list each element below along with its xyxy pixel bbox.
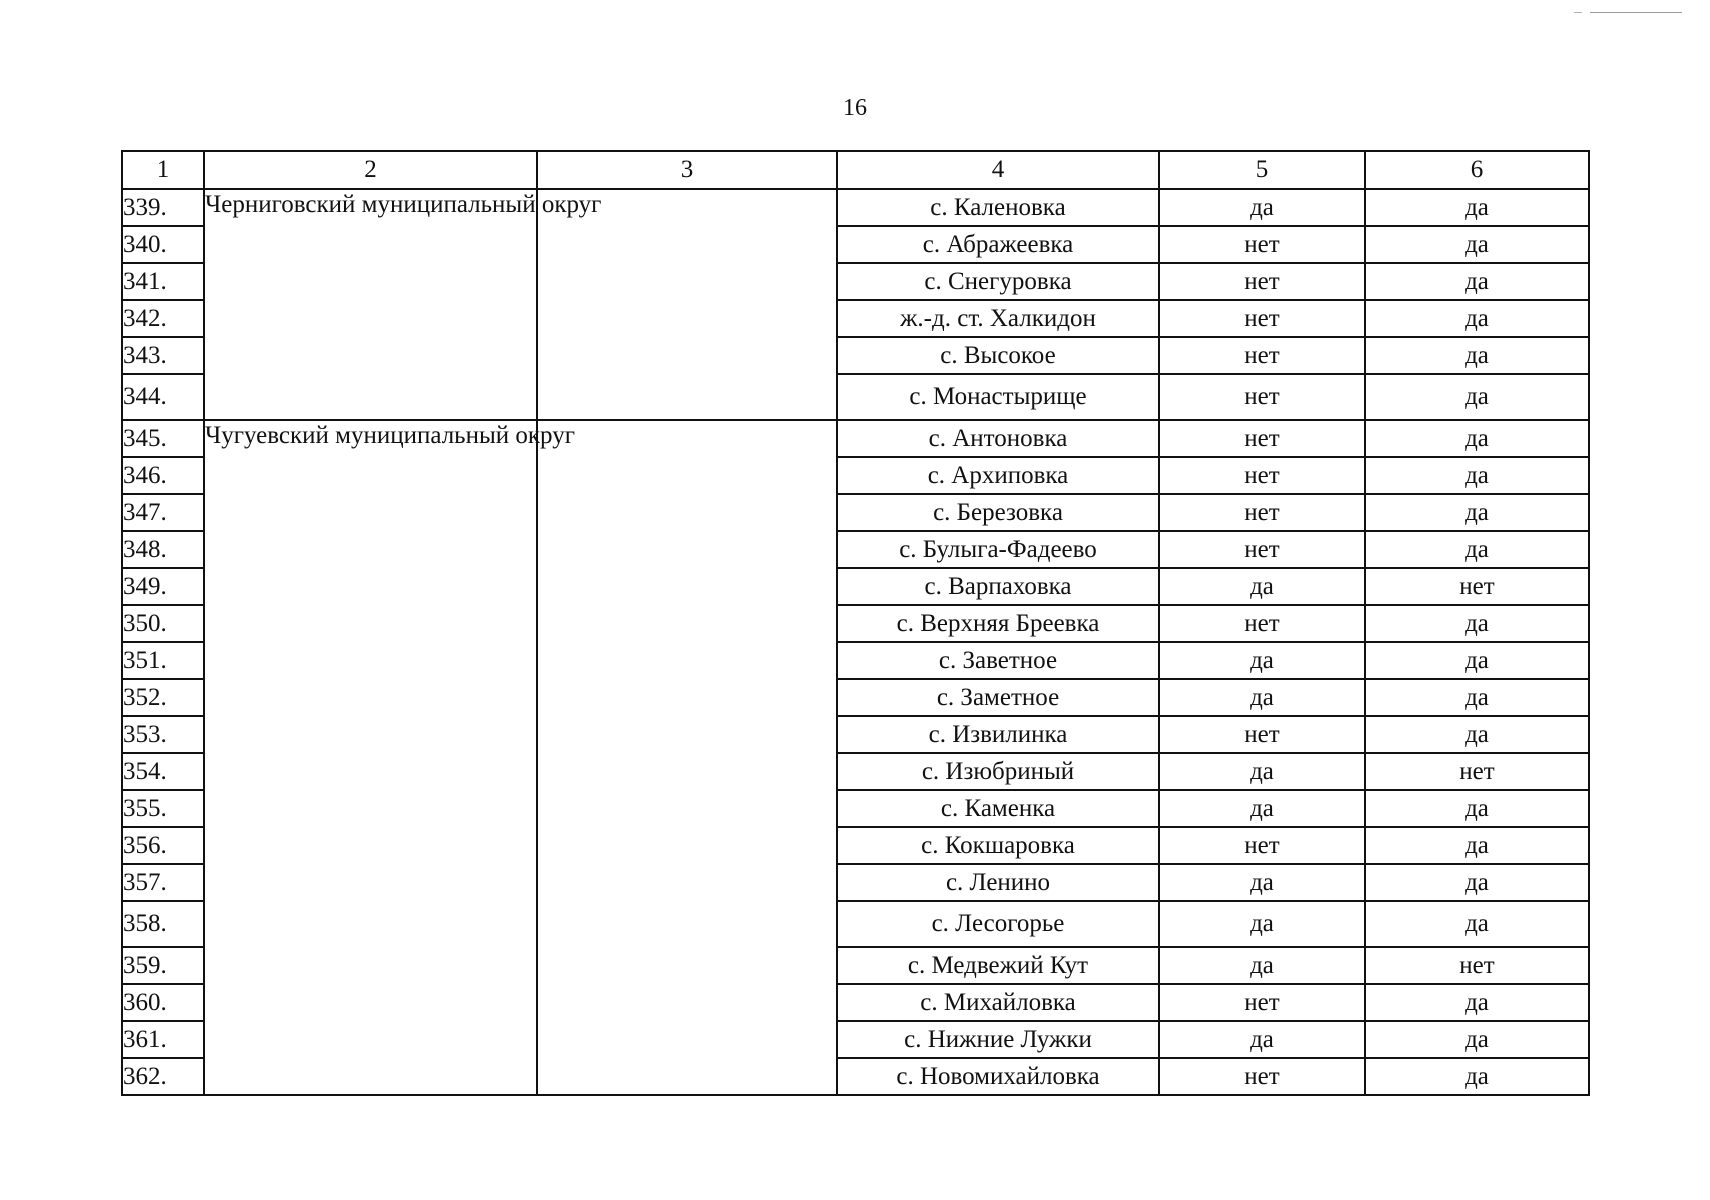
settlement-name: с. Заметное (837, 679, 1159, 716)
column-5-value: да (1159, 642, 1365, 679)
row-number: 361. (122, 1021, 204, 1058)
row-number: 349. (122, 568, 204, 605)
settlements-table (121, 150, 1590, 1096)
column-5-value: нет (1159, 605, 1365, 642)
row-number: 340. (122, 226, 204, 263)
column-6-value: да (1365, 189, 1589, 226)
settlement-name: с. Ленино (837, 864, 1159, 901)
column-5-value: да (1159, 1021, 1365, 1058)
column-6-value: да (1365, 984, 1589, 1021)
column-5-value: нет (1159, 1058, 1365, 1095)
settlement-name: с. Снегуровка (837, 263, 1159, 300)
row-number: 351. (122, 642, 204, 679)
column-6-value: да (1365, 337, 1589, 374)
column-5-value: нет (1159, 226, 1365, 263)
column-3-empty-cell (537, 189, 837, 420)
column-5-value: нет (1159, 263, 1365, 300)
column-6-value: нет (1365, 753, 1589, 790)
column-5-value: нет (1159, 716, 1365, 753)
settlement-name: ж.-д. ст. Халкидон (837, 300, 1159, 337)
header-row (122, 151, 1589, 189)
column-5-value: нет (1159, 337, 1365, 374)
settlement-name: с. Михайловка (837, 984, 1159, 1021)
row-number: 359. (122, 947, 204, 984)
column-5-value: да (1159, 947, 1365, 984)
column-6-value: да (1365, 790, 1589, 827)
column-6-value: нет (1365, 947, 1589, 984)
row-number: 341. (122, 263, 204, 300)
column-6-value: да (1365, 864, 1589, 901)
row-number: 362. (122, 1058, 204, 1095)
row-number: 348. (122, 531, 204, 568)
settlement-name: с. Медвежий Кут (837, 947, 1159, 984)
row-number: 343. (122, 337, 204, 374)
settlement-name: с. Булыга-Фадеево (837, 531, 1159, 568)
row-number: 352. (122, 679, 204, 716)
row-number: 354. (122, 753, 204, 790)
column-5-value: да (1159, 753, 1365, 790)
settlement-name: с. Заветное (837, 642, 1159, 679)
column-3-empty-cell (537, 420, 837, 1095)
row-number: 346. (122, 457, 204, 494)
settlement-name: с. Высокое (837, 337, 1159, 374)
row-number: 358. (122, 901, 204, 947)
column-6-value: да (1365, 420, 1589, 457)
row-number: 360. (122, 984, 204, 1021)
column-5-value: да (1159, 864, 1365, 901)
column-5-value: нет (1159, 827, 1365, 864)
settlement-name: с. Монастырище (837, 374, 1159, 420)
column-header: 2 (204, 151, 537, 189)
scan-artifact-mark (1574, 12, 1582, 13)
settlement-name: с. Варпаховка (837, 568, 1159, 605)
scan-artifact-line (1590, 12, 1682, 13)
column-6-value: да (1365, 605, 1589, 642)
settlement-name: с. Извилинка (837, 716, 1159, 753)
settlement-name: с. Архиповка (837, 457, 1159, 494)
row-number: 355. (122, 790, 204, 827)
row-number: 342. (122, 300, 204, 337)
row-number: 356. (122, 827, 204, 864)
column-5-value: да (1159, 679, 1365, 716)
settlement-name: с. Березовка (837, 494, 1159, 531)
column-5-value: нет (1159, 300, 1365, 337)
page-number: 16 (843, 95, 867, 121)
table-row (122, 420, 1589, 457)
settlement-name: с. Изюбриный (837, 753, 1159, 790)
table-row (122, 189, 1589, 226)
column-6-value: да (1365, 374, 1589, 420)
row-number: 353. (122, 716, 204, 753)
column-6-value: да (1365, 716, 1589, 753)
column-5-value: нет (1159, 374, 1365, 420)
column-6-value: да (1365, 1021, 1589, 1058)
column-5-value: нет (1159, 531, 1365, 568)
column-header: 5 (1159, 151, 1365, 189)
column-5-value: да (1159, 901, 1365, 947)
row-number: 357. (122, 864, 204, 901)
row-number: 347. (122, 494, 204, 531)
settlement-name: с. Верхняя Бреевка (837, 605, 1159, 642)
settlement-name: с. Каменка (837, 790, 1159, 827)
settlement-name: с. Антоновка (837, 420, 1159, 457)
column-5-value: да (1159, 568, 1365, 605)
settlement-name: с. Абражеевка (837, 226, 1159, 263)
column-header: 3 (537, 151, 837, 189)
column-6-value: да (1365, 226, 1589, 263)
column-6-value: да (1365, 901, 1589, 947)
column-5-value: нет (1159, 984, 1365, 1021)
column-6-value: нет (1365, 568, 1589, 605)
column-header: 1 (122, 151, 204, 189)
settlement-name: с. Нижние Лужки (837, 1021, 1159, 1058)
column-6-value: да (1365, 263, 1589, 300)
settlement-name: с. Каленовка (837, 189, 1159, 226)
column-6-value: да (1365, 1058, 1589, 1095)
row-number: 350. (122, 605, 204, 642)
district-name: Чугуевский муниципальный округ (204, 420, 537, 1095)
column-6-value: да (1365, 494, 1589, 531)
settlement-name: с. Лесогорье (837, 901, 1159, 947)
column-6-value: да (1365, 642, 1589, 679)
column-6-value: да (1365, 679, 1589, 716)
column-5-value: нет (1159, 457, 1365, 494)
row-number: 339. (122, 189, 204, 226)
column-6-value: да (1365, 300, 1589, 337)
row-number: 345. (122, 420, 204, 457)
column-6-value: да (1365, 457, 1589, 494)
settlement-name: с. Кокшаровка (837, 827, 1159, 864)
column-header: 4 (837, 151, 1159, 189)
column-5-value: нет (1159, 494, 1365, 531)
settlement-name: с. Новомихайловка (837, 1058, 1159, 1095)
column-5-value: да (1159, 790, 1365, 827)
column-5-value: нет (1159, 420, 1365, 457)
column-5-value: да (1159, 189, 1365, 226)
row-number: 344. (122, 374, 204, 420)
column-6-value: да (1365, 827, 1589, 864)
column-6-value: да (1365, 531, 1589, 568)
district-name: Черниговский муниципальный округ (204, 189, 537, 420)
column-header: 6 (1365, 151, 1589, 189)
